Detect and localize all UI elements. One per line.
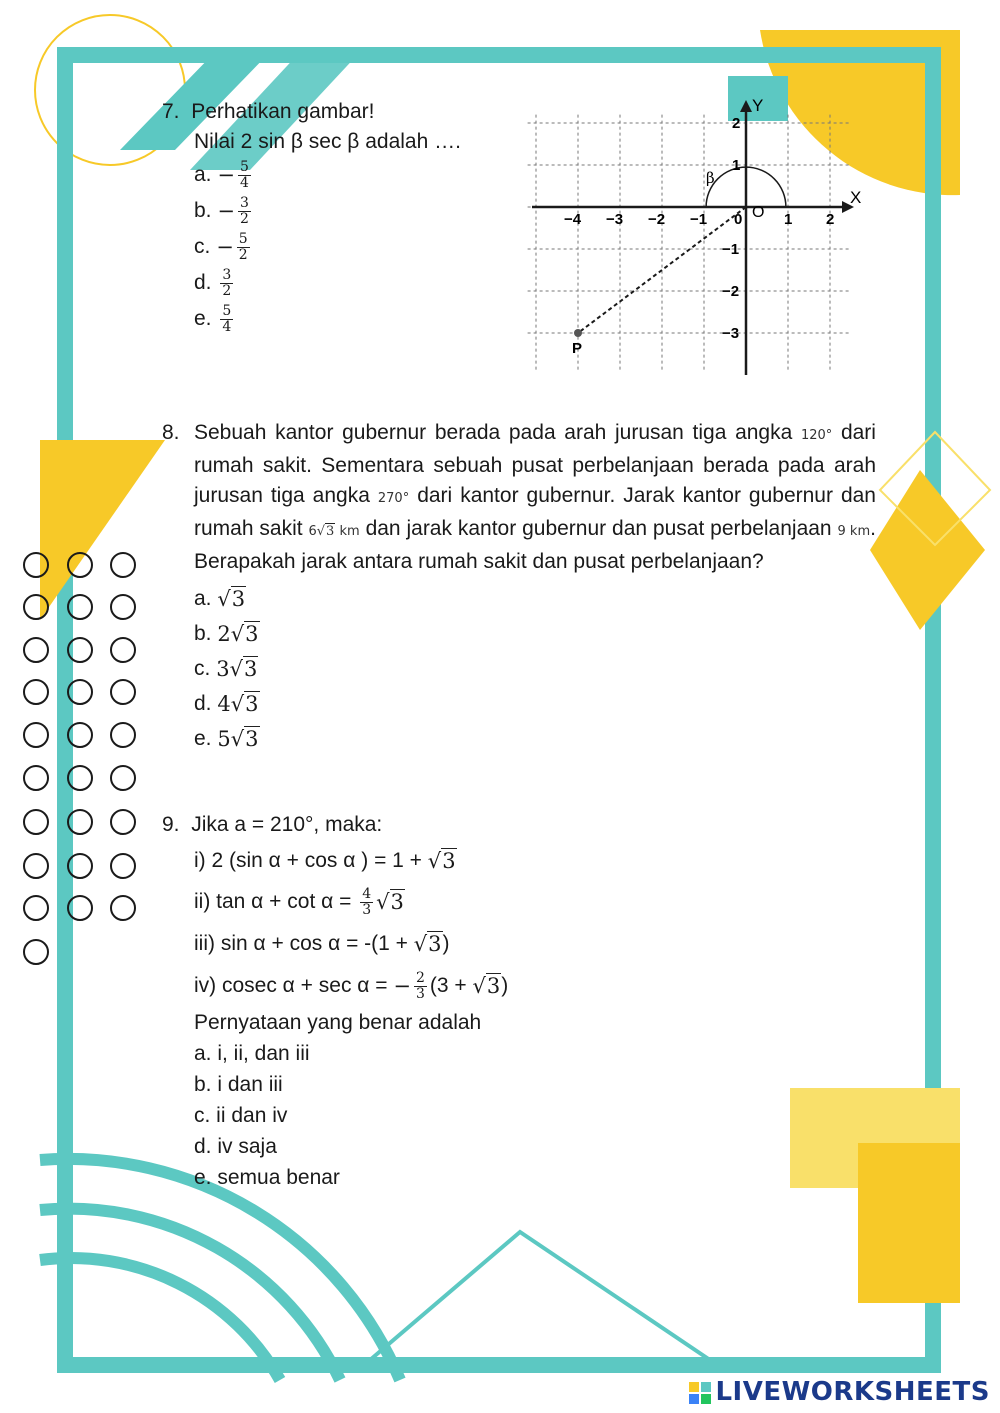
option-b[interactable]: b. − $\frac{3}{2}$: [194, 194, 249, 227]
angle-value: 120°: [800, 428, 833, 443]
statement-iv: iv) cosec α + sec α = − $\frac{2}{3}$ (3 + √3 ): [194, 969, 509, 1002]
distance-value: 9 km: [837, 524, 871, 539]
yellow-square: [858, 1143, 960, 1303]
answer-options: [162, 157, 522, 337]
origin-label: O: [752, 204, 765, 221]
x-tick-label: 0: [734, 211, 743, 228]
question-prompt: Nilai 2 sin β sec β adalah ….: [194, 130, 461, 153]
answer-options: [194, 581, 876, 756]
question-prompt: Pernyataan yang benar adalah: [194, 1011, 482, 1034]
statement-ii: ii) tan α + cot α = $\frac{4}{3}$ √3: [194, 885, 404, 918]
option-a[interactable]: a. − $\frac{5}{4}$: [194, 158, 249, 191]
question-number: 7.: [162, 100, 180, 123]
option-c[interactable]: c. − $\frac{5}{2}$: [194, 230, 248, 263]
question-text: Sebuah kantor gubernur berada pada arah jurusan tiga angka 120° dari rumah sakit. Sementara sebuah pusat perbelanjaan berada pada arah jurusan tiga angka 270° dari kantor gubernur. Jarak kantor gubernur dan rumah sakit 6√3 km dan jarak kantor gubernur dan pusat perbelanjaan 9 km. Berapakah jarak antara rumah sakit dan pusat perbelanjaan? a. √3 b. 2√3 c. 3√3 d. 4√3 e. 5√3: [194, 418, 876, 756]
y-tick-labels: [722, 115, 743, 342]
question-number: 8.: [162, 421, 180, 444]
answer-options: [194, 1039, 762, 1194]
y-tick-label: 1: [732, 157, 741, 174]
yellow-diamond: [870, 470, 985, 630]
y-tick-label: 2: [732, 115, 741, 132]
point-label: P: [572, 340, 583, 357]
fraction: $\frac{5}{2}$: [238, 230, 248, 263]
statement-iii: iii) sin α + cos α = -(1 + √3 ): [194, 932, 450, 956]
fraction: $\frac{3}{2}$: [222, 266, 232, 299]
point-P: [574, 329, 582, 337]
fraction: $\frac{5}{4}$: [222, 302, 232, 335]
angle-label: β: [706, 169, 715, 187]
coordinate-graph: [520, 95, 860, 385]
option-c[interactable]: c. 3√3: [194, 656, 258, 681]
yellow-triangle: [40, 440, 165, 620]
x-tick-label: −1: [690, 211, 708, 228]
fraction: $\frac{5}{4}$: [239, 158, 249, 191]
angle-value: 270°: [377, 491, 410, 506]
option-a[interactable]: a. √3: [194, 586, 246, 611]
question-text: Perhatikan gambar!: [191, 100, 375, 123]
option-c[interactable]: c. ii dan iv: [194, 1104, 288, 1127]
liveworksheets-logo: LIVEWORKSHEETS: [689, 1377, 990, 1407]
y-axis-label: Y: [752, 96, 764, 115]
question-number: 9.: [162, 813, 180, 836]
option-b[interactable]: b. i dan iii: [194, 1073, 283, 1096]
option-d[interactable]: d. $\frac{3}{2}$: [194, 266, 232, 299]
option-e[interactable]: e. $\frac{5}{4}$: [194, 302, 232, 335]
x-tick-labels: [564, 211, 834, 228]
y-tick-label: −3: [722, 325, 740, 342]
x-axis-label: X: [850, 188, 862, 207]
x-tick-label: 1: [784, 211, 793, 228]
question-intro: Jika a = 210°, maka:: [191, 813, 383, 836]
y-tick-label: −1: [722, 241, 740, 258]
x-tick-label: 2: [826, 211, 835, 228]
option-b[interactable]: b. 2√3: [194, 621, 259, 646]
statement-i: i) 2 (sin α + cos α ) = 1 + √3: [194, 849, 456, 873]
y-axis-arrow: [740, 100, 752, 112]
x-tick-label: −4: [564, 211, 582, 228]
x-tick-label: −3: [606, 211, 624, 228]
x-tick-label: −2: [648, 211, 666, 228]
question-7: [162, 97, 522, 337]
option-e[interactable]: e. semua benar: [194, 1166, 340, 1189]
distance-value: 6√3 km: [308, 524, 360, 539]
option-d[interactable]: d. 4√3: [194, 691, 259, 716]
option-a[interactable]: a. i, ii, dan iii: [194, 1042, 310, 1065]
fraction: $\frac{3}{2}$: [239, 194, 249, 227]
teal-triangle-line: [370, 1232, 710, 1360]
logo-icon: [689, 1382, 711, 1404]
option-d[interactable]: d. iv saja: [194, 1135, 277, 1158]
question-9: [162, 810, 762, 1194]
option-e[interactable]: e. 5√3: [194, 726, 259, 751]
y-tick-label: −2: [722, 283, 740, 300]
